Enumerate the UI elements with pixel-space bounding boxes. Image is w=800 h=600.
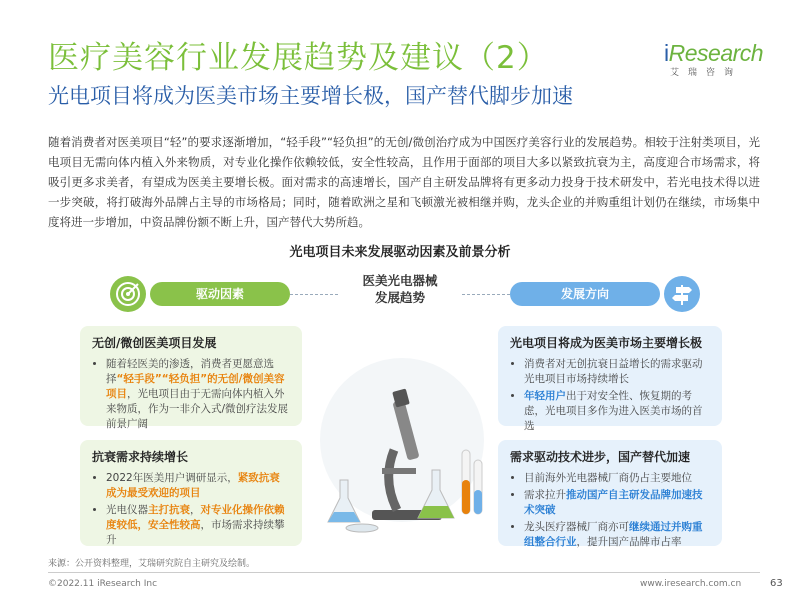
intro-paragraph: 随着消费者对医美项目“轻”的要求逐渐增加，“轻手段”“轻负担”的无创/微创治疗成为中国医疗美容行业的发展趋势。相较于注射类项目，光电项目无需向体内植入外来物质，对专业化操作依赖较低，安全性较高，且作用于面部的项目大多以紧致抗衰为主，高度迎合市场需求，将吸引更多求美者，有望成为医美主要增长极。面对需求的高速增长，国产自主研发品牌将有更多动力投身于技术研发中，若光电技术得以进一步突破，将打破海外品牌占主导的市场格局；同时，随着欧洲之星和飞顿激光被相继并购，龙头企业的并购重组计划仍在继续，市场集中度将进一步增加，中资品牌份额不断上升，国产替代大势所趋。 xyxy=(48,135,760,229)
list-item: • 目前海外光电器械厂商仍占主要地位 xyxy=(524,471,710,486)
divider xyxy=(290,294,338,295)
box-title: 抗衰需求持续增长 xyxy=(92,450,189,464)
box-title: 光电项目将成为医美市场主要增长极 xyxy=(510,336,703,350)
page-title: 医疗美容行业发展趋势及建议（2） xyxy=(48,40,549,76)
iresearch-logo: iResearch 艾瑞咨询 xyxy=(664,40,764,78)
target-icon xyxy=(110,276,146,312)
drivers-pill: 驱动因素 xyxy=(150,282,290,306)
box-title: 需求驱动技术进步，国产替代加速 xyxy=(510,450,691,464)
list-item: • 需求拉升推动国产自主研发品牌加速技术突破 xyxy=(524,488,710,518)
website-link[interactable]: www.iresearch.com.cn xyxy=(640,579,742,589)
divider xyxy=(462,294,510,295)
diagram-title: 光电项目未来发展驱动因素及前景分析 xyxy=(289,245,511,260)
direction-pill: 发展方向 xyxy=(510,282,660,306)
list-item: • 随着轻医美的渗透，消费者更愿意选择“轻手段”“轻负担”的无创/微创美容项目，光电项目由于无需向体内植入外来物质，作为一非介入式/微创疗法发展前景广阔 xyxy=(106,357,290,432)
signpost-icon xyxy=(664,276,700,312)
center-label: 医美光电器械 发展趋势 xyxy=(362,273,438,305)
page-number: 63 xyxy=(770,578,783,589)
page-subtitle: 光电项目将成为医美市场主要增长极，国产替代脚步加速 xyxy=(48,84,573,108)
list-item: • 消费者对无创抗衰日益增长的需求驱动光电项目市场持续增长 xyxy=(524,357,710,387)
driver-box-noninvasive xyxy=(80,326,302,430)
source-note: 来源：公开资料整理，艾瑞研究院自主研究及绘制。 xyxy=(48,559,256,569)
list-item: • 龙头医疗器械厂商亦可继续通过并购重组整合行业，提升国产品牌市占率 xyxy=(524,520,710,550)
direction-box-domestic xyxy=(498,440,722,546)
copyright: ©2022.11 iResearch Inc xyxy=(48,579,158,589)
direction-box-growth xyxy=(498,326,722,432)
box-title: 无创/微创医美项目发展 xyxy=(92,336,217,350)
driver-box-antiaging xyxy=(80,440,302,546)
list-item: • 光电仪器主打抗衰，对专业化操作依赖度较低，安全性较高，市场需求持续攀升 xyxy=(106,503,290,548)
list-item: • 2022年医美用户调研显示，紧致抗衰成为最受欢迎的项目 xyxy=(106,471,290,501)
lab-equipment-illustration xyxy=(312,330,492,540)
list-item: • 年轻用户出于对安全性、恢复期的考虑，光电项目多作为进入医美市场的首选 xyxy=(524,389,710,434)
footer-divider xyxy=(48,572,760,573)
